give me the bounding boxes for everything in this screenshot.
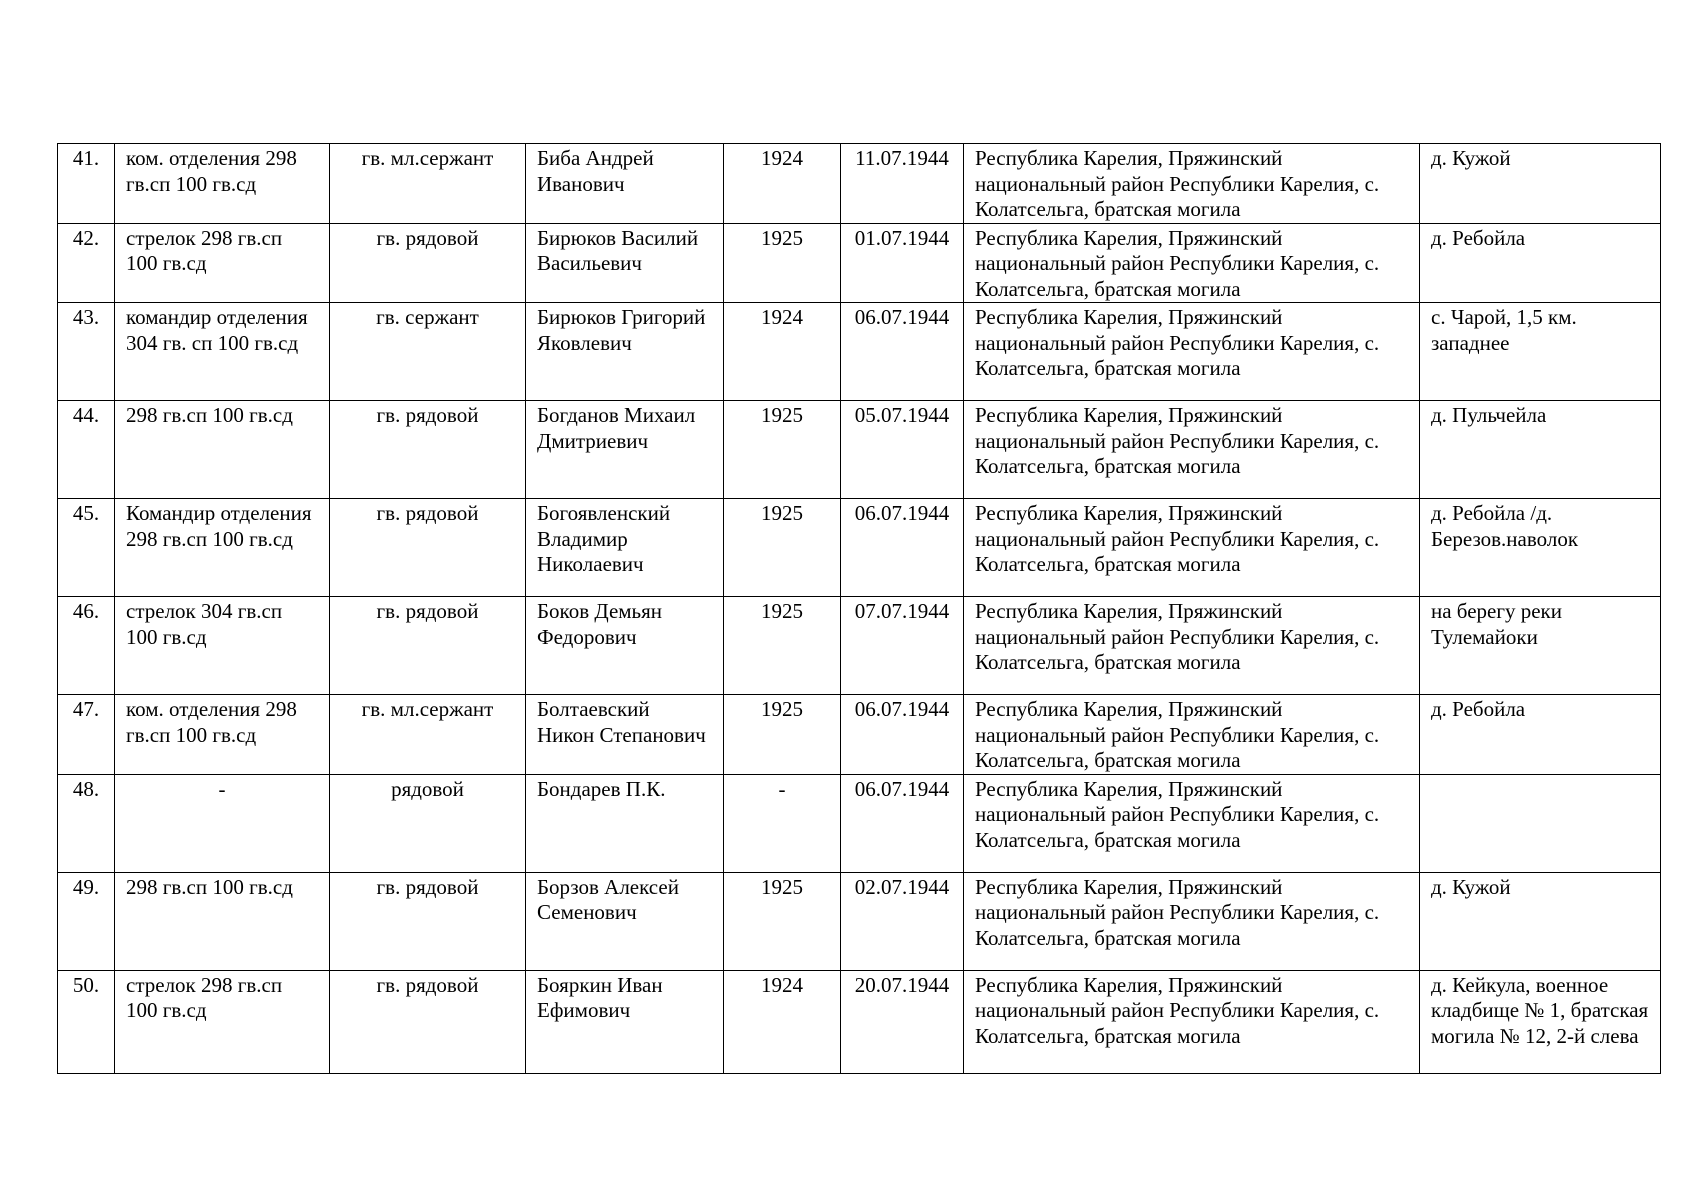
death-date-cell: 05.07.1944 [841, 401, 964, 499]
row-number-cell: 43. [58, 303, 115, 401]
death-date-cell: 06.07.1944 [841, 303, 964, 401]
table-row [58, 401, 1661, 499]
name-cell: Бирюков Василий Васильевич [526, 223, 724, 303]
birth-year-cell: 1924 [724, 303, 841, 401]
death-date-cell: 02.07.1944 [841, 872, 964, 970]
unit-cell: 298 гв.сп 100 гв.сд [115, 401, 330, 499]
table-row [58, 872, 1661, 970]
primary-burial-cell: д. Кужой [1420, 872, 1661, 970]
death-date-cell: 01.07.1944 [841, 223, 964, 303]
primary-burial-cell: д. Ребойла [1420, 695, 1661, 775]
burial-place-cell: Республика Карелия, Пряжинский национальный район Республики Карелия, с. Колатсельга, братская могила [964, 401, 1420, 499]
birth-year-cell: 1925 [724, 499, 841, 597]
burial-records-table [57, 143, 1661, 1074]
row-number-cell: 48. [58, 774, 115, 872]
death-date-cell: 06.07.1944 [841, 774, 964, 872]
rank-cell: гв. мл.сержант [330, 695, 526, 775]
primary-burial-cell: д. Ребойла [1420, 223, 1661, 303]
rank-cell: гв. рядовой [330, 401, 526, 499]
rank-cell: гв. рядовой [330, 499, 526, 597]
birth-year-cell: 1925 [724, 872, 841, 970]
rank-cell: рядовой [330, 774, 526, 872]
rank-cell: гв. рядовой [330, 872, 526, 970]
unit-cell: 298 гв.сп 100 гв.сд [115, 872, 330, 970]
name-cell: Богданов Михаил Дмитриевич [526, 401, 724, 499]
name-cell: Богоявленский Владимир Николаевич [526, 499, 724, 597]
row-number-cell: 46. [58, 597, 115, 695]
name-cell: Бояркин Иван Ефимович [526, 970, 724, 1073]
burial-place-cell: Республика Карелия, Пряжинский национальный район Республики Карелия, с. Колатсельга, братская могила [964, 499, 1420, 597]
rank-cell: гв. мл.сержант [330, 144, 526, 224]
primary-burial-cell: д. Ребойла /д. Березов.наволок [1420, 499, 1661, 597]
birth-year-cell: 1924 [724, 144, 841, 224]
rank-cell: гв. рядовой [330, 223, 526, 303]
burial-place-cell: Республика Карелия, Пряжинский национальный район Республики Карелия, с. Колатсельга, братская могила [964, 223, 1420, 303]
table-row [58, 303, 1661, 401]
birth-year-cell: - [724, 774, 841, 872]
death-date-cell: 06.07.1944 [841, 499, 964, 597]
burial-place-cell: Республика Карелия, Пряжинский национальный район Республики Карелия, с. Колатсельга, братская могила [964, 872, 1420, 970]
name-cell: Болтаевский Никон Степанович [526, 695, 724, 775]
table-row [58, 223, 1661, 303]
table-row [58, 144, 1661, 224]
rank-cell: гв. рядовой [330, 970, 526, 1073]
row-number-cell: 44. [58, 401, 115, 499]
name-cell: Борзов Алексей Семенович [526, 872, 724, 970]
primary-burial-cell: д. Пульчейла [1420, 401, 1661, 499]
burial-place-cell: Республика Карелия, Пряжинский национальный район Республики Карелия, с. Колатсельга, братская могила [964, 695, 1420, 775]
burial-place-cell: Республика Карелия, Пряжинский национальный район Республики Карелия, с. Колатсельга, братская могила [964, 597, 1420, 695]
burial-place-cell: Республика Карелия, Пряжинский национальный район Республики Карелия, с. Колатсельга, братская могила [964, 144, 1420, 224]
row-number-cell: 49. [58, 872, 115, 970]
row-number-cell: 47. [58, 695, 115, 775]
unit-cell: командир отделения 304 гв. сп 100 гв.сд [115, 303, 330, 401]
burial-place-cell: Республика Карелия, Пряжинский национальный район Республики Карелия, с. Колатсельга, братская могила [964, 303, 1420, 401]
row-number-cell: 45. [58, 499, 115, 597]
table-row [58, 774, 1661, 872]
unit-cell: стрелок 298 гв.сп 100 гв.сд [115, 970, 330, 1073]
death-date-cell: 11.07.1944 [841, 144, 964, 224]
unit-cell: ком. отделения 298 гв.сп 100 гв.сд [115, 695, 330, 775]
row-number-cell: 50. [58, 970, 115, 1073]
unit-cell: Командир отделения 298 гв.сп 100 гв.сд [115, 499, 330, 597]
death-date-cell: 20.07.1944 [841, 970, 964, 1073]
birth-year-cell: 1925 [724, 223, 841, 303]
burial-place-cell: Республика Карелия, Пряжинский национальный район Республики Карелия, с. Колатсельга, братская могила [964, 970, 1420, 1073]
birth-year-cell: 1924 [724, 970, 841, 1073]
unit-cell: стрелок 304 гв.сп 100 гв.сд [115, 597, 330, 695]
name-cell: Бирюков Григорий Яковлевич [526, 303, 724, 401]
name-cell: Биба Андрей Иванович [526, 144, 724, 224]
table-row [58, 695, 1661, 775]
table-body [58, 144, 1661, 1074]
primary-burial-cell: д. Кейкула, военное кладбище № 1, братская могила № 12, 2-й слева [1420, 970, 1661, 1073]
primary-burial-cell [1420, 774, 1661, 872]
table-row [58, 970, 1661, 1073]
table-row [58, 597, 1661, 695]
rank-cell: гв. сержант [330, 303, 526, 401]
birth-year-cell: 1925 [724, 597, 841, 695]
burial-place-cell: Республика Карелия, Пряжинский национальный район Республики Карелия, с. Колатсельга, братская могила [964, 774, 1420, 872]
death-date-cell: 07.07.1944 [841, 597, 964, 695]
primary-burial-cell: с. Чарой, 1,5 км. западнее [1420, 303, 1661, 401]
name-cell: Боков Демьян Федорович [526, 597, 724, 695]
table-row [58, 499, 1661, 597]
birth-year-cell: 1925 [724, 401, 841, 499]
rank-cell: гв. рядовой [330, 597, 526, 695]
row-number-cell: 42. [58, 223, 115, 303]
primary-burial-cell: д. Кужой [1420, 144, 1661, 224]
birth-year-cell: 1925 [724, 695, 841, 775]
unit-cell: - [115, 774, 330, 872]
primary-burial-cell: на берегу реки Тулемайоки [1420, 597, 1661, 695]
unit-cell: ком. отделения 298 гв.сп 100 гв.сд [115, 144, 330, 224]
name-cell: Бондарев П.К. [526, 774, 724, 872]
unit-cell: стрелок 298 гв.сп 100 гв.сд [115, 223, 330, 303]
row-number-cell: 41. [58, 144, 115, 224]
death-date-cell: 06.07.1944 [841, 695, 964, 775]
